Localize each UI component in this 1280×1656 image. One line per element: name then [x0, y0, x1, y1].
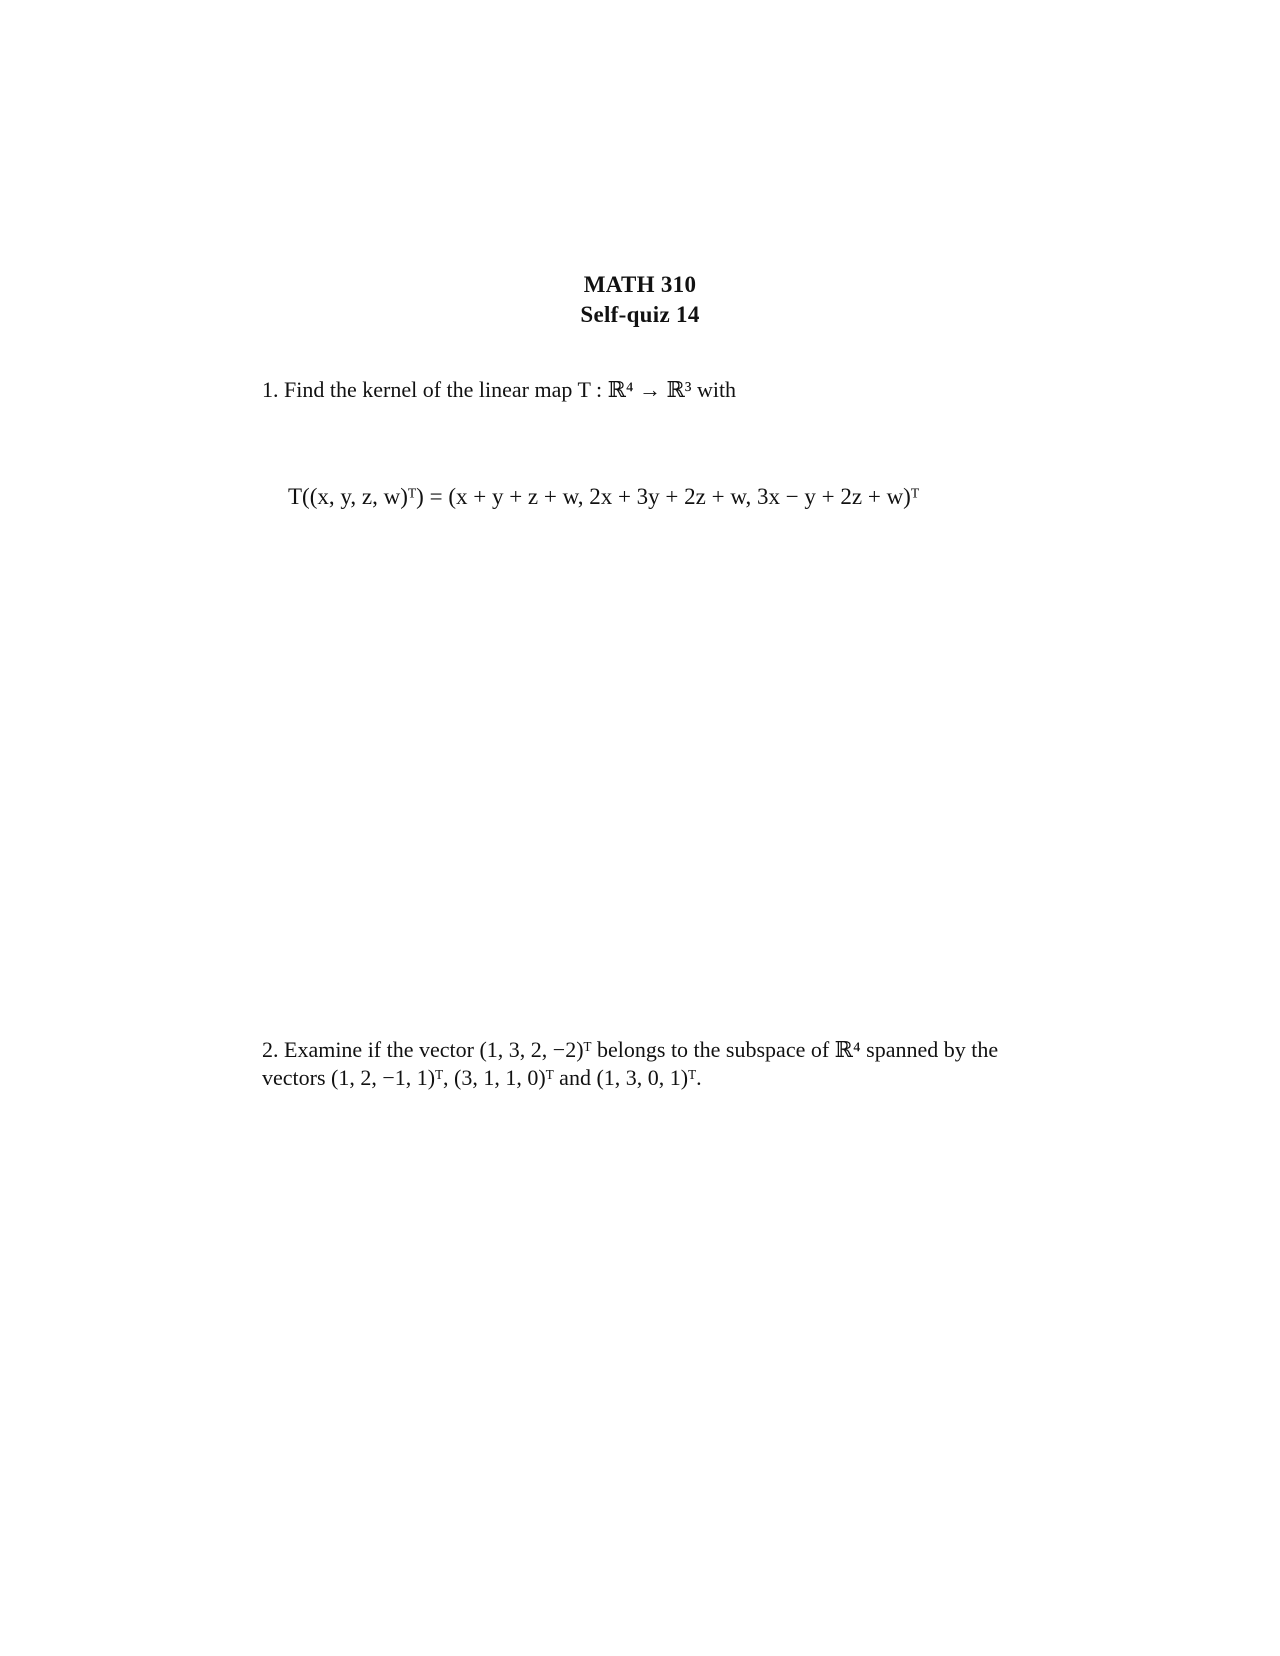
page-header — [0, 270, 1280, 330]
problem-2-text: 2. Examine if the vector (1, 3, 2, −2)ᵀ belongs to the subspace of ℝ⁴ spanned by the vectors (1, 2, −1, 1)ᵀ, (3, 1, 1, 0)ᵀ and (1, 3, 0, 1)ᵀ. — [262, 1037, 999, 1090]
equation-text: T((x, y, z, w)ᵀ) = (x + y + z + w, 2x + 3y + 2z + w, 3x − y + 2z + w)ᵀ — [288, 484, 920, 509]
problem-1 — [262, 376, 1032, 404]
problem-1-equation — [288, 482, 919, 512]
quiz-title: Self-quiz 14 — [580, 302, 700, 327]
course-title: MATH 310 — [583, 272, 697, 297]
problem-2 — [262, 1036, 1032, 1092]
problem-1-text: 1. Find the kernel of the linear map T : ℝ⁴ → ℝ³ with — [262, 377, 737, 402]
